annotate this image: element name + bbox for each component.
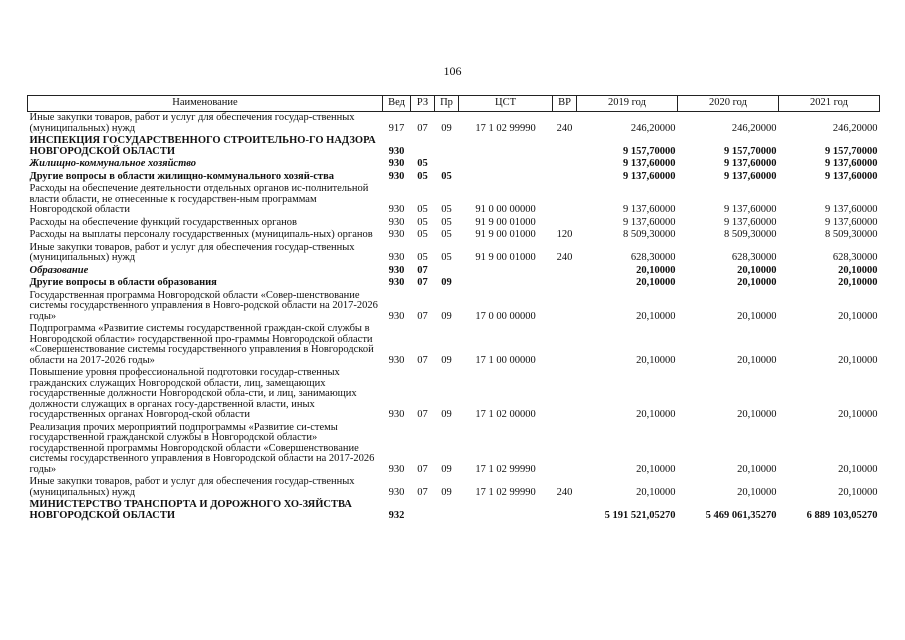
cell-y2019: 20,10000 <box>636 310 676 322</box>
cell-y2021: 20,10000 <box>838 310 878 322</box>
cell-ved: 930 <box>388 486 405 498</box>
budget-table <box>27 95 880 522</box>
cell-y2020: 20,10000 <box>737 277 777 288</box>
cell-cst <box>459 499 553 522</box>
cell-pr: 09 <box>441 409 452 420</box>
cell-vr <box>553 367 577 422</box>
cell-y2021: 20,10000 <box>838 409 878 420</box>
cell-pr <box>435 135 459 158</box>
cell-y2020: 20,10000 <box>737 409 777 420</box>
cell-y2019: 246,20000 <box>630 122 676 134</box>
cell-y2021: 20,10000 <box>838 354 878 366</box>
cell-y2019: 9 137,60000 <box>623 158 676 169</box>
cell-y2021: 628,30000 <box>832 252 878 263</box>
header-2020: 2020 год <box>678 96 779 112</box>
cell-cst <box>459 171 553 184</box>
cell-cst: 17 0 00 00000 <box>475 310 536 322</box>
cell-pr <box>435 158 459 171</box>
cell-y2020: 20,10000 <box>737 486 777 498</box>
cell-vr <box>553 158 577 171</box>
cell-rz: 07 <box>417 264 428 276</box>
cell-y2019: 5 191 521,05270 <box>604 509 676 521</box>
header-pr: Пр <box>435 96 459 112</box>
table-row <box>28 171 880 184</box>
cell-rz: 07 <box>417 354 428 366</box>
cell-vr <box>553 265 577 278</box>
cell-vr <box>553 422 577 477</box>
cell-ved: 930 <box>388 204 405 215</box>
cell-y2021: 9 137,60000 <box>825 216 878 228</box>
cell-vr <box>553 499 577 522</box>
cell-rz: 05 <box>417 204 428 215</box>
table-row <box>28 323 880 367</box>
cell-pr: 09 <box>441 486 452 498</box>
cell-y2020: 246,20000 <box>731 122 777 134</box>
cell-name: Образование <box>29 264 89 276</box>
cell-cst: 91 9 00 01000 <box>475 229 536 240</box>
cell-y2019: 9 137,60000 <box>623 216 676 228</box>
cell-y2020: 5 469 061,35270 <box>705 509 777 521</box>
cell-y2019: 9 137,60000 <box>623 170 676 182</box>
cell-y2019: 20,10000 <box>636 486 676 498</box>
cell-y2020: 9 137,60000 <box>724 158 777 169</box>
cell-ved: 930 <box>388 158 405 169</box>
cell-cst: 17 1 00 00000 <box>475 354 536 366</box>
cell-ved: 930 <box>388 145 405 157</box>
cell-rz: 05 <box>417 170 428 182</box>
table-header-row <box>28 96 880 112</box>
cell-name: Другие вопросы в области образования <box>29 277 217 288</box>
cell-name: Расходы на обеспечение деятельности отдельных органов ис-полнительной власти области, не отнесенные к государствен-ным программам Новгородской области <box>29 183 369 215</box>
cell-cst <box>459 265 553 278</box>
header-ved: Вед <box>383 96 411 112</box>
header-2021: 2021 год <box>779 96 880 112</box>
cell-cst: 17 1 02 99990 <box>475 122 536 134</box>
cell-ved: 930 <box>388 252 405 263</box>
cell-ved: 930 <box>388 463 405 475</box>
cell-cst <box>459 135 553 158</box>
table-row <box>28 183 880 217</box>
cell-y2020: 20,10000 <box>737 354 777 366</box>
cell-name: Подпрограмма «Развитие системы государственной граждан-ской службы в Новгородской области» государственной про-граммы Новгородской области «Совершенствование системы государственного управления в Новгородской области на 2017-2026 годы» <box>29 323 374 366</box>
cell-name: ИНСПЕКЦИЯ ГОСУДАРСТВЕННОГО СТРОИТЕЛЬНО-ГО НАДЗОРА НОВГОРОДСКОЙ ОБЛАСТИ <box>29 135 376 157</box>
cell-rz <box>411 135 435 158</box>
cell-rz: 07 <box>417 486 428 498</box>
cell-vr: 240 <box>556 122 573 134</box>
cell-y2021: 8 509,30000 <box>825 229 878 240</box>
cell-y2020: 9 157,70000 <box>724 145 777 157</box>
cell-vr: 240 <box>556 486 573 498</box>
header-cst: ЦСТ <box>459 96 553 112</box>
cell-pr: 05 <box>441 204 452 215</box>
cell-ved: 930 <box>388 310 405 322</box>
cell-cst: 17 1 02 99990 <box>475 463 536 475</box>
cell-name: Иные закупки товаров, работ и услуг для обеспечения государ-ственных (муниципальных) нужд <box>29 476 355 498</box>
table-row <box>28 158 880 171</box>
cell-cst: 17 1 02 99990 <box>475 486 536 498</box>
cell-vr: 120 <box>556 229 573 240</box>
cell-vr <box>553 171 577 184</box>
cell-vr <box>553 277 577 290</box>
cell-name: Иные закупки товаров, работ и услуг для обеспечения государ-ственных (муниципальных) нужд <box>29 112 355 134</box>
cell-pr: 05 <box>441 170 452 182</box>
cell-ved: 930 <box>388 277 405 288</box>
cell-name: Иные закупки товаров, работ и услуг для обеспечения государ-ственных (муниципальных) нужд <box>29 241 355 263</box>
cell-y2020: 20,10000 <box>737 310 777 322</box>
cell-y2021: 246,20000 <box>832 122 878 134</box>
cell-name: Жилищно-коммунальное хозяйство <box>29 158 197 169</box>
cell-pr: 09 <box>441 354 452 366</box>
cell-y2021: 20,10000 <box>838 486 878 498</box>
cell-ved: 930 <box>388 409 405 420</box>
cell-vr <box>553 290 577 324</box>
cell-rz: 07 <box>417 122 428 134</box>
table-row <box>28 112 880 136</box>
cell-y2021: 9 137,60000 <box>825 170 878 182</box>
cell-y2019: 9 157,70000 <box>623 145 676 157</box>
header-rz: РЗ <box>411 96 435 112</box>
cell-pr <box>435 265 459 278</box>
header-2019: 2019 год <box>577 96 678 112</box>
cell-rz: 07 <box>417 277 428 288</box>
cell-cst: 91 9 00 01000 <box>475 252 536 263</box>
cell-vr <box>553 323 577 367</box>
cell-y2019: 9 137,60000 <box>623 204 676 215</box>
cell-cst <box>459 277 553 290</box>
cell-vr: 240 <box>556 252 573 263</box>
cell-rz: 05 <box>417 229 428 240</box>
cell-y2020: 9 137,60000 <box>724 204 777 215</box>
cell-pr: 05 <box>441 229 452 240</box>
cell-y2020: 9 137,60000 <box>724 216 777 228</box>
cell-ved: 930 <box>388 170 405 182</box>
cell-ved: 930 <box>388 354 405 366</box>
cell-y2020: 20,10000 <box>737 463 777 475</box>
cell-rz: 05 <box>417 216 428 228</box>
cell-y2021: 9 137,60000 <box>825 204 878 215</box>
table-row <box>28 135 880 158</box>
table-row <box>28 265 880 278</box>
cell-pr: 09 <box>441 310 452 322</box>
cell-y2021: 20,10000 <box>838 463 878 475</box>
cell-name: Расходы на обеспечение функций государственных органов <box>29 216 297 228</box>
table-row <box>28 367 880 422</box>
cell-y2020: 9 137,60000 <box>724 170 777 182</box>
cell-pr: 09 <box>441 463 452 475</box>
table-row <box>28 217 880 230</box>
table-row <box>28 290 880 324</box>
cell-ved: 917 <box>388 122 405 134</box>
cell-y2019: 628,30000 <box>630 252 676 263</box>
table-row <box>28 476 880 499</box>
cell-name: Расходы на выплаты персоналу государственных (муниципаль-ных) органов <box>29 229 373 240</box>
table-row <box>28 499 880 522</box>
cell-name: Повышение уровня профессиональной подготовки государ-ственных гражданских служащих Новгородской области, лиц, замещающих государственные должности Новгородской обла-сти, и лиц, занимающих должности служащих в органах госу-дарственной власти, иных государственных органах Новгород-ской области <box>29 367 357 420</box>
cell-y2021: 20,10000 <box>838 264 878 276</box>
cell-rz: 07 <box>417 463 428 475</box>
cell-y2019: 20,10000 <box>636 354 676 366</box>
cell-y2019: 20,10000 <box>636 264 676 276</box>
cell-ved: 930 <box>388 216 405 228</box>
page-number: 106 <box>443 64 462 78</box>
header-name: Наименование <box>28 96 383 112</box>
table-row <box>28 422 880 477</box>
cell-rz: 05 <box>417 252 428 263</box>
cell-name: Реализация прочих мероприятий подпрограммы «Развитие си-стемы государственной гражданской службы в Новгородской области» государственной программы Новгородской области «Совершенствование системы государственного управления в Новгородской области на 2017-2026 годы» <box>29 421 375 475</box>
cell-pr: 05 <box>441 252 452 263</box>
cell-y2020: 20,10000 <box>737 264 777 276</box>
cell-rz <box>411 499 435 522</box>
cell-cst: 91 0 00 00000 <box>475 204 536 215</box>
table-row <box>28 229 880 242</box>
cell-cst <box>459 158 553 171</box>
cell-y2021: 6 889 103,05270 <box>806 509 878 521</box>
table-row <box>28 277 880 290</box>
header-vr: ВР <box>553 96 577 112</box>
cell-vr <box>553 217 577 230</box>
cell-rz: 07 <box>417 409 428 420</box>
cell-rz: 05 <box>417 158 428 169</box>
cell-y2020: 8 509,30000 <box>724 229 777 240</box>
cell-name: МИНИСТЕРСТВО ТРАНСПОРТА И ДОРОЖНОГО ХО-ЗЯЙСТВА НОВГОРОДСКОЙ ОБЛАСТИ <box>29 499 352 521</box>
cell-name: Другие вопросы в области жилищно-коммунального хозяй-ства <box>29 170 334 182</box>
cell-pr: 09 <box>441 122 452 134</box>
cell-ved: 930 <box>388 264 405 276</box>
cell-y2021: 9 137,60000 <box>825 158 878 169</box>
cell-y2021: 9 157,70000 <box>825 145 878 157</box>
cell-vr <box>553 135 577 158</box>
cell-y2019: 20,10000 <box>636 409 676 420</box>
cell-rz: 07 <box>417 310 428 322</box>
cell-ved: 932 <box>388 509 405 521</box>
cell-y2020: 628,30000 <box>731 252 777 263</box>
cell-cst: 17 1 02 00000 <box>475 409 536 420</box>
cell-cst: 91 9 00 01000 <box>475 216 536 228</box>
table-body <box>28 112 880 523</box>
cell-vr <box>553 183 577 217</box>
table-row <box>28 242 880 265</box>
cell-y2019: 20,10000 <box>636 277 676 288</box>
cell-pr <box>435 499 459 522</box>
cell-pr: 05 <box>441 216 452 228</box>
cell-y2019: 20,10000 <box>636 463 676 475</box>
cell-y2021: 20,10000 <box>838 277 878 288</box>
cell-pr: 09 <box>441 277 452 288</box>
cell-y2019: 8 509,30000 <box>623 229 676 240</box>
cell-name: Государственная программа Новгородской области «Совер-шенствование системы государственного управления в Новго-родской области на 2017-2026 годы» <box>29 289 378 322</box>
cell-ved: 930 <box>388 229 405 240</box>
